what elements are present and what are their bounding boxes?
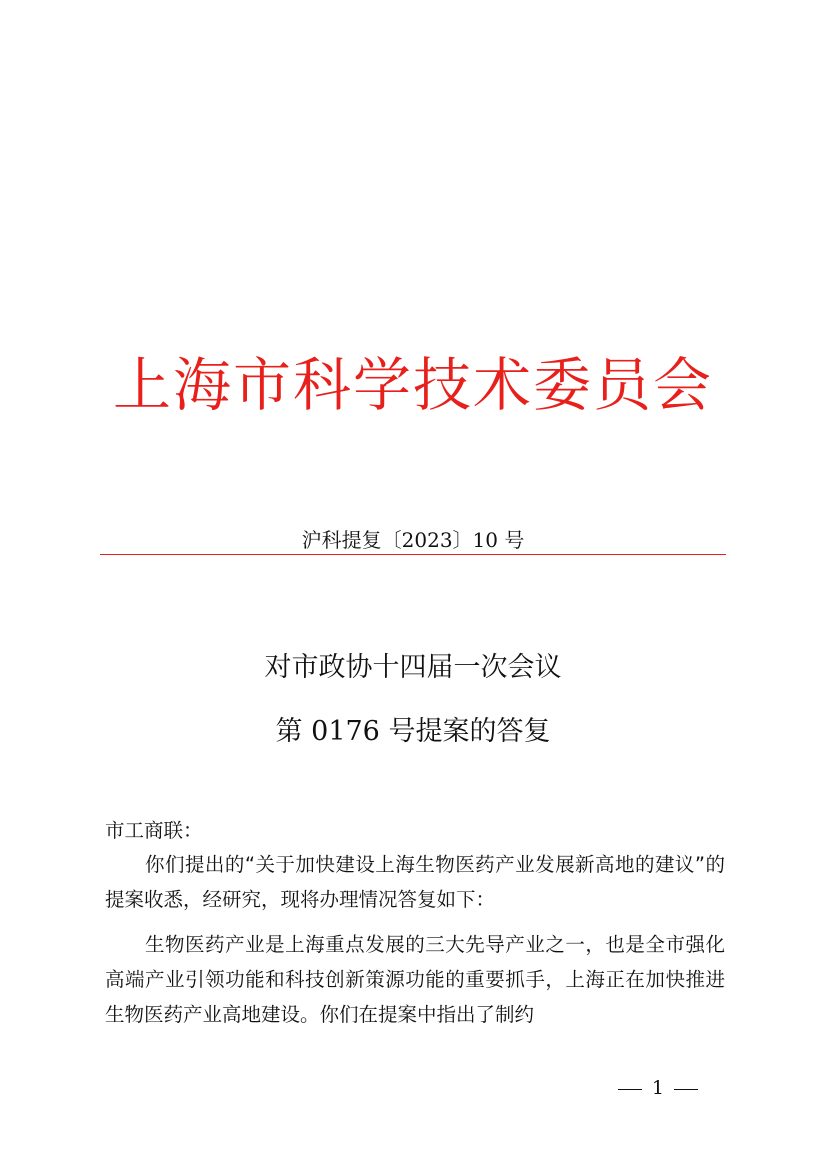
letterhead-red-rule xyxy=(100,554,726,555)
document-title-line-2 xyxy=(0,714,826,750)
title-prefix: 第 xyxy=(275,716,312,747)
salutation: 市工商联： xyxy=(105,819,203,842)
page-number-value: 1 xyxy=(651,1077,664,1099)
document-title-line-1: 对市政协十四届一次会议 xyxy=(264,652,562,683)
title-suffix: 号提案的答复 xyxy=(379,716,551,747)
right-dash xyxy=(674,1089,698,1090)
body-paragraph-2: 生物医药产业是上海重点发展的三大先导产业之一，也是全市强化高端产业引领功能和科技创新策源功能的重要抓手，上海正在加快推进生物医药产业高地建设。你们在提案中指出了制约 xyxy=(105,933,725,1026)
body-paragraph-1: 你们提出的“关于加快建设上海生物医药产业发展新高地的建议”的提案收悉，经研究，现将办理情况答复如下： xyxy=(105,853,725,911)
left-dash xyxy=(618,1089,642,1090)
page-number xyxy=(608,1074,708,1102)
document-number: 沪科提复〔2023〕10 号 xyxy=(301,528,525,552)
proposal-number: 0176 xyxy=(311,716,380,747)
letterhead-title: 上海市科学技术委员会 xyxy=(112,351,713,419)
